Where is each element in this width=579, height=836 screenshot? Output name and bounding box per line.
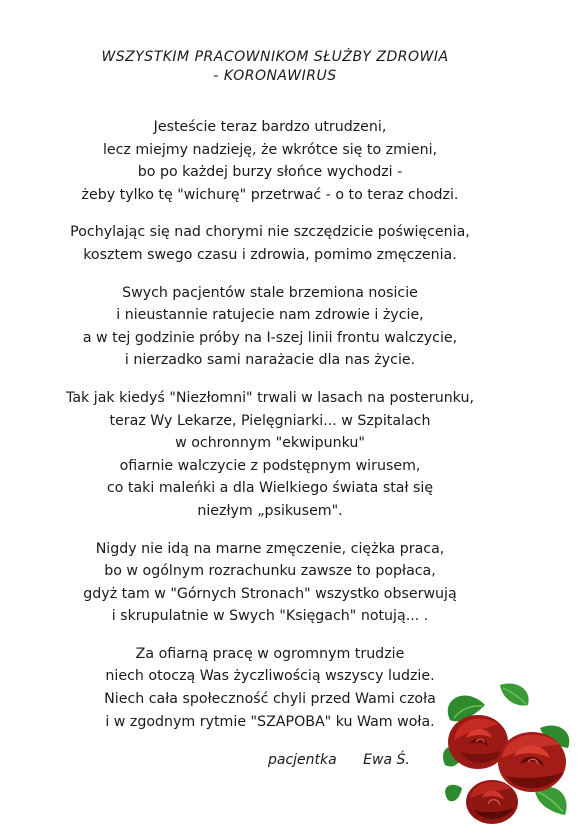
- poem-line: Swych pacjentów stale brzemiona nosicie: [122, 284, 418, 301]
- poem-line: niezłym „psikusem".: [197, 502, 343, 519]
- poem-line: bo w ogólnym rozrachunku zawsze to popłaca,: [104, 563, 436, 580]
- poem-line: Za ofiarną pracę w ogromnym trudzie: [135, 645, 405, 662]
- stanza: [20, 538, 520, 628]
- poem-line: a w tej godzinie próby na I-szej linii frontu walczycie,: [82, 329, 458, 346]
- poem-line: gdyż tam w "Górnych Stronach" wszystko obserwują: [83, 585, 457, 602]
- poem-title-line: - KORONAWIRUS: [213, 68, 337, 84]
- poem-line: i nieustannie ratujecie nam zdrowie i życie,: [116, 307, 424, 324]
- roses-icon: [440, 680, 575, 830]
- poem-body: [20, 116, 520, 748]
- signature-role: pacjentka: [268, 752, 337, 768]
- poem-line: żeby tylko tę "wichurę" przetrwać - o to teraz chodzi.: [81, 186, 459, 203]
- stanza: [20, 116, 520, 206]
- poem-title: [40, 48, 510, 86]
- poem-line: Jesteście teraz bardzo utrudzeni,: [153, 119, 387, 135]
- poem-line: bo po każdej burzy słońce wychodzi -: [137, 164, 403, 181]
- poem-line: w ochronnym "ekwipunku": [175, 435, 365, 452]
- poem-line: Niech cała społeczność chyli przed Wami czoła: [104, 691, 436, 708]
- poem-line: teraz Wy Lekarze, Pielęgniarki... w Szpitalach: [109, 412, 431, 429]
- signature: [268, 752, 410, 768]
- stanza: [20, 387, 520, 523]
- poem-line: lecz miejmy nadzieję, że wkrótce się to zmieni,: [102, 141, 438, 158]
- signature-name: Ewa Ś.: [363, 752, 410, 768]
- poem-line: i nierzadko sami narażacie dla nas życie.: [124, 352, 416, 369]
- poem-title-line: WSZYSTKIM PRACOWNIKOM SŁUŻBY ZDROWIA: [101, 49, 449, 65]
- stanza: [20, 221, 520, 266]
- poem-line: i w zgodnym rytmie "SZAPOBA" ku Wam woła.: [105, 713, 435, 730]
- poem-line: i skrupulatnie w Swych "Księgach" notują... .: [111, 608, 429, 625]
- stanza: [20, 282, 520, 372]
- poem-line: Nigdy nie idą na marne zmęczenie, ciężka praca,: [95, 540, 445, 557]
- poem-line: Pochylając się nad chorymi nie szczędzicie poświęcenia,: [70, 224, 470, 241]
- poem-line: Tak jak kiedyś "Niezłomni" trwali w lasach na posterunku,: [66, 389, 474, 406]
- poem-line: co taki maleńki a dla Wielkiego świata stał się: [106, 480, 434, 497]
- poem-line: niech otoczą Was życzliwością wszyscy ludzie.: [105, 668, 435, 685]
- poem-line: kosztem swego czasu i zdrowia, pomimo zmęczenia.: [83, 246, 457, 263]
- poem-line: ofiarnie walczycie z podstępnym wirusem,: [119, 457, 421, 474]
